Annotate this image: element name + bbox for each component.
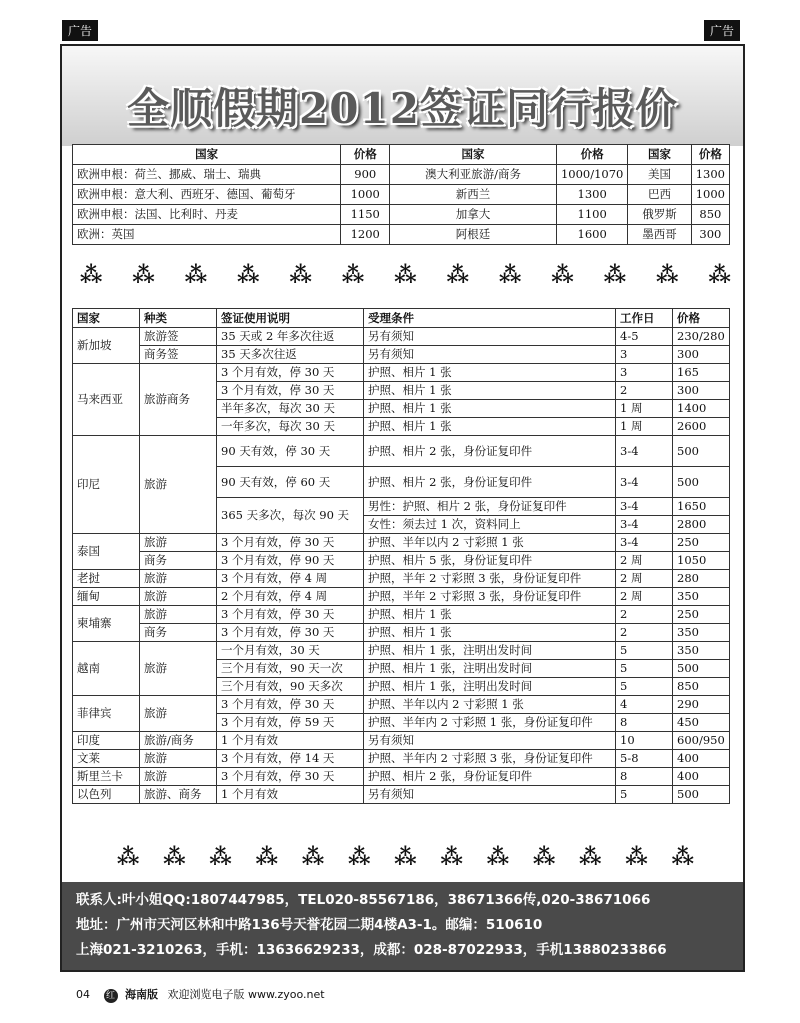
star-icon: ⁂ [656,262,673,288]
cell: 3 个月有效，停 59 天 [217,714,364,732]
cell: 旅游 [140,570,217,588]
table-row [73,732,730,750]
star-icon: ⁂ [301,844,319,870]
table-row [73,185,730,205]
cell-country: 老挝 [73,570,140,588]
cell: 一年多次，每次 30 天 [217,418,364,436]
header-price: 价格 [691,145,729,165]
cell: 巴西 [628,185,691,205]
cell: 加拿大 [390,205,557,225]
cell: 1200 [341,225,390,245]
star-icon: ⁂ [341,262,359,288]
table-row [73,624,730,642]
contact-line: 联系人:叶小姐QQ:1807447985，TEL020-85567186，38671366传,020-38671066 [76,892,651,908]
cell: 500 [673,467,730,498]
cell: 1650 [673,498,730,516]
table-row [73,534,730,552]
cell: 阿根廷 [390,225,557,245]
cell: 另有须知 [364,732,616,750]
table-row [73,570,730,588]
header-workdays: 工作日 [616,309,673,328]
cell: 500 [673,436,730,467]
star-icon: ⁂ [394,262,411,288]
cell: 1 周 [616,418,673,436]
cell: 3 [616,346,673,364]
cell: 1050 [673,552,730,570]
table-row [73,696,730,714]
cell: 欧洲申根：意大利、西班牙、德国、葡萄牙 [73,185,341,205]
cell: 旅游/商务 [140,732,217,750]
star-icon: ⁂ [79,262,97,288]
cell: 护照、半年以内 2 寸彩照 1 张 [364,534,616,552]
cell: 美国 [628,165,691,185]
cell: 165 [673,364,730,382]
star-icon: ⁂ [440,844,457,870]
page-title: 全顺假期2012签证同行报价 [127,84,678,133]
ad-label-right: 广告 [704,20,740,41]
cell: 俄罗斯 [628,205,691,225]
cell: 旅游、商务 [140,786,217,804]
cell: 护照、相片 1 张 [364,418,616,436]
star-icon: ⁂ [532,844,550,870]
star-divider-bottom [62,846,743,868]
cell: 1 个月有效 [217,732,364,750]
cell: 350 [673,624,730,642]
cell: 3 个月有效，停 30 天 [217,606,364,624]
star-icon: ⁂ [255,844,273,870]
cell: 3 个月有效，停 30 天 [217,624,364,642]
cell: 3 个月有效，停 30 天 [217,696,364,714]
cell: 2 个月有效，停 4 周 [217,588,364,606]
cell: 8 [616,714,673,732]
header-type: 种类 [140,309,217,328]
cell: 男性：护照、相片 2 张，身份证复印件 [364,498,616,516]
header-conditions: 受理条件 [364,309,616,328]
cell: 10 [616,732,673,750]
cell-country: 印度 [73,732,140,750]
cell: 澳大利亚旅游/商务 [390,165,557,185]
cell: 护照、相片 2 张，身份证复印件 [364,467,616,498]
cell: 另有须知 [364,346,616,364]
header-country: 国家 [390,145,557,165]
table-row [73,552,730,570]
cell: 3 [616,364,673,382]
cell: 旅游 [140,436,217,534]
price-table [72,144,730,245]
star-icon: ⁂ [579,844,596,870]
cell: 1300 [691,165,729,185]
cell: 3-4 [616,436,673,467]
cell: 旅游 [140,534,217,552]
cell: 商务 [140,552,217,570]
cell: 1 周 [616,400,673,418]
table-row [73,786,730,804]
cell: 旅游 [140,696,217,732]
cell: 护照、相片 1 张 [364,606,616,624]
cell: 三个月有效，90 天多次 [217,678,364,696]
cell: 500 [673,660,730,678]
cell: 2 周 [616,570,673,588]
cell: 护照、半年以内 2 寸彩照 1 张 [364,696,616,714]
cell: 2 [616,382,673,400]
cell-country: 印尼 [73,436,140,534]
cell: 450 [673,714,730,732]
cell: 2800 [673,516,730,534]
cell: 旅游 [140,588,217,606]
cell: 5 [616,678,673,696]
table-row [73,165,730,185]
star-divider-top [62,264,743,286]
star-icon: ⁂ [708,262,725,288]
cell: 旅游 [140,750,217,768]
cell: 3 个月有效，停 30 天 [217,382,364,400]
cell: 250 [673,606,730,624]
cell: 350 [673,642,730,660]
cell: 墨西哥 [628,225,691,245]
star-icon: ⁂ [289,262,306,288]
cell: 1300 [556,185,627,205]
cell: 3-4 [616,534,673,552]
cell: 3-4 [616,467,673,498]
cell: 3-4 [616,498,673,516]
cell-country: 菲律宾 [73,696,140,732]
cell: 护照，半年 2 寸彩照 3 张，身份证复印件 [364,570,616,588]
address-line: 地址：广州市天河区林和中路136号天誉花园二期4楼A3-1。邮编：510610 [76,917,543,933]
cell: 护照、相片 1 张，注明出发时间 [364,678,616,696]
cell: 2 [616,624,673,642]
header-country: 国家 [73,309,140,328]
cell: 400 [673,768,730,786]
cell: 旅游 [140,768,217,786]
cell: 欧洲：英国 [73,225,341,245]
cell: 护照、相片 5 张，身份证复印件 [364,552,616,570]
cell: 旅游 [140,642,217,696]
cell: 欧洲申根：法国、比利时、丹麦 [73,205,341,225]
cell: 护照、相片 1 张 [364,382,616,400]
star-icon: ⁂ [446,262,464,288]
cell: 35 天或 2 年多次往返 [217,328,364,346]
star-icon: ⁂ [116,844,134,870]
star-icon: ⁂ [184,262,202,288]
cell: 1000/1070 [556,165,627,185]
star-icon: ⁂ [394,844,411,870]
cell: 900 [341,165,390,185]
cell: 女性：须去过 1 次，资料同上 [364,516,616,534]
table-row [73,346,730,364]
cell: 护照、相片 1 张 [364,364,616,382]
cell: 半年多次，每次 30 天 [217,400,364,418]
cell: 90 天有效，停 60 天 [217,467,364,498]
cell-country: 以色列 [73,786,140,804]
cell: 护照、相片 1 张 [364,400,616,418]
cell-country: 柬埔寨 [73,606,140,642]
cell: 350 [673,588,730,606]
cell: 2 周 [616,588,673,606]
star-icon: ⁂ [603,262,621,288]
cell: 护照、相片 2 张，身份证复印件 [364,768,616,786]
cell: 1 个月有效 [217,786,364,804]
cell: 1400 [673,400,730,418]
header-country: 国家 [73,145,341,165]
table-row [73,588,730,606]
table-row [73,328,730,346]
cell: 旅游商务 [140,364,217,436]
cell-country: 斯里兰卡 [73,768,140,786]
cell: 8 [616,768,673,786]
cell: 1000 [341,185,390,205]
cell: 280 [673,570,730,588]
cell: 5 [616,660,673,678]
cell: 365 天多次，每次 90 天 [217,498,364,534]
cell: 商务 [140,624,217,642]
star-icon: ⁂ [237,262,254,288]
brand-logo-icon: 红 [104,989,118,1003]
cell-country: 马来西亚 [73,364,140,436]
cell-country: 缅甸 [73,588,140,606]
cell: 2600 [673,418,730,436]
site-tagline: 欢迎浏览电子版 www.zyoo.net [167,988,325,1001]
contact-panel [62,882,743,970]
cell: 1150 [341,205,390,225]
table-row [73,642,730,660]
header-price: 价格 [341,145,390,165]
table-row [73,436,730,467]
cell: 欧洲申根：荷兰、挪威、瑞士、瑞典 [73,165,341,185]
header-usage: 签证使用说明 [217,309,364,328]
edition-label: 海南版 [125,988,158,1001]
cell: 1000 [691,185,729,205]
star-icon: ⁂ [486,844,504,870]
cell: 35 天多次往返 [217,346,364,364]
cell: 2 周 [616,552,673,570]
table-row [73,768,730,786]
cell: 3 个月有效，停 30 天 [217,768,364,786]
cell: 3 个月有效，停 4 周 [217,570,364,588]
cell: 300 [691,225,729,245]
cell: 1100 [556,205,627,225]
cell: 护照、半年内 2 寸彩照 1 张，身份证复印件 [364,714,616,732]
cell-country: 文莱 [73,750,140,768]
cell: 三个月有效，90 天一次 [217,660,364,678]
cell: 一个月有效，30 天 [217,642,364,660]
cell: 护照、相片 1 张 [364,624,616,642]
cell: 另有须知 [364,786,616,804]
star-icon: ⁂ [163,844,180,870]
table-row [73,364,730,382]
cell: 3 个月有效，停 30 天 [217,534,364,552]
cell: 2 [616,606,673,624]
star-icon: ⁂ [209,844,226,870]
visa-table [72,308,730,804]
cell-country: 越南 [73,642,140,696]
star-icon: ⁂ [347,844,365,870]
cell: 3 个月有效，停 30 天 [217,364,364,382]
cell: 另有须知 [364,328,616,346]
cell: 4-5 [616,328,673,346]
header-price: 价格 [673,309,730,328]
star-icon: ⁂ [625,844,642,870]
star-icon: ⁂ [671,844,688,870]
page-footer [76,986,325,1003]
cell: 90 天有效，停 30 天 [217,436,364,467]
cell: 5 [616,786,673,804]
star-icon: ⁂ [551,262,568,288]
star-icon: ⁂ [132,262,149,288]
cell: 护照、相片 1 张，注明出发时间 [364,660,616,678]
cell: 护照、相片 2 张，身份证复印件 [364,436,616,467]
cell: 护照，半年 2 寸彩照 3 张，身份证复印件 [364,588,616,606]
cell: 3 个月有效，停 90 天 [217,552,364,570]
cell: 600/950 [673,732,730,750]
table-row [73,606,730,624]
cell: 5-8 [616,750,673,768]
page-number: 04 [76,988,90,1001]
cell: 护照、半年内 2 寸彩照 3 张，身份证复印件 [364,750,616,768]
cell: 400 [673,750,730,768]
cell: 300 [673,382,730,400]
cell: 商务签 [140,346,217,364]
cell: 290 [673,696,730,714]
cell: 4 [616,696,673,714]
cell: 850 [673,678,730,696]
cell: 3 个月有效，停 14 天 [217,750,364,768]
cell: 3-4 [616,516,673,534]
cell: 500 [673,786,730,804]
table-row [73,205,730,225]
cell: 1600 [556,225,627,245]
branch-line: 上海021-3210263，手机：13636629233，成都：028-87022933，手机13880233866 [76,942,667,958]
cell: 旅游签 [140,328,217,346]
table-row [73,750,730,768]
cell: 护照、相片 1 张，注明出发时间 [364,642,616,660]
cell: 300 [673,346,730,364]
cell: 250 [673,534,730,552]
advertisement-frame [60,44,745,972]
cell-country: 新加坡 [73,328,140,364]
cell: 5 [616,642,673,660]
header-price: 价格 [556,145,627,165]
star-icon: ⁂ [498,262,516,288]
cell: 旅游 [140,606,217,624]
cell: 230/280 [673,328,730,346]
ad-label-left: 广告 [62,20,98,41]
cell: 850 [691,205,729,225]
cell: 新西兰 [390,185,557,205]
header-country: 国家 [628,145,691,165]
cell-country: 泰国 [73,534,140,570]
table-row [73,225,730,245]
